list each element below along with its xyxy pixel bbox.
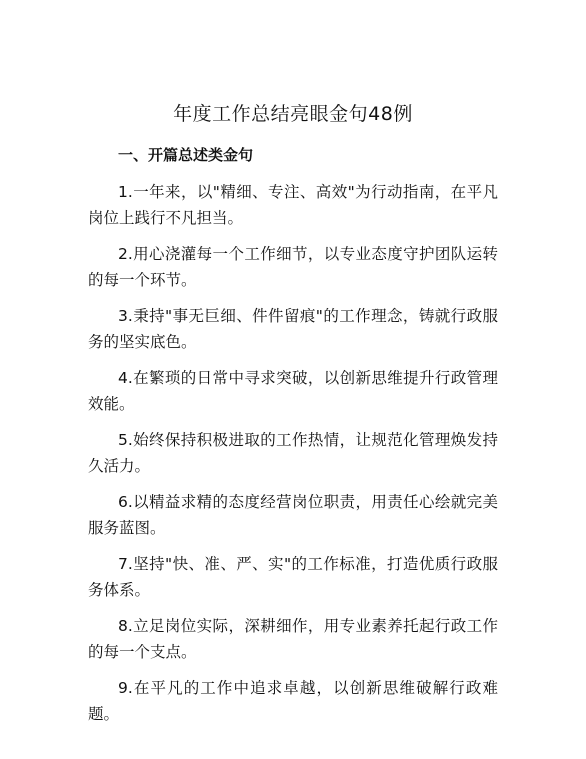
- paragraph-9: 9.在平凡的工作中追求卓越，以创新思维破解行政难题。: [88, 679, 498, 723]
- section-heading: 一、开篇总述类金句: [118, 146, 254, 164]
- paragraph-6: 6.以精益求精的态度经营岗位职责，用责任心绘就完美服务蓝图。: [88, 493, 498, 537]
- paragraph-8: 8.立足岗位实际，深耕细作，用专业素养托起行政工作的每一个支点。: [88, 617, 498, 661]
- paragraph-5: 5.始终保持积极进取的工作热情，让规范化管理焕发持久活力。: [88, 431, 498, 475]
- paragraph-7: 7.坚持"快、准、严、实"的工作标准，打造优质行政服务体系。: [88, 555, 498, 599]
- document-title: 年度工作总结亮眼金句48例: [173, 103, 413, 125]
- paragraph-4: 4.在繁琐的日常中寻求突破，以创新思维提升行政管理效能。: [88, 369, 498, 413]
- paragraph-2: 2.用心浇灌每一个工作细节，以专业态度守护团队运转的每一个环节。: [88, 245, 498, 289]
- paragraph-1: 1.一年来，以"精细、专注、高效"为行动指南，在平凡岗位上践行不凡担当。: [88, 183, 498, 227]
- paragraph-3: 3.秉持"事无巨细、件件留痕"的工作理念，铸就行政服务的坚实底色。: [88, 307, 498, 351]
